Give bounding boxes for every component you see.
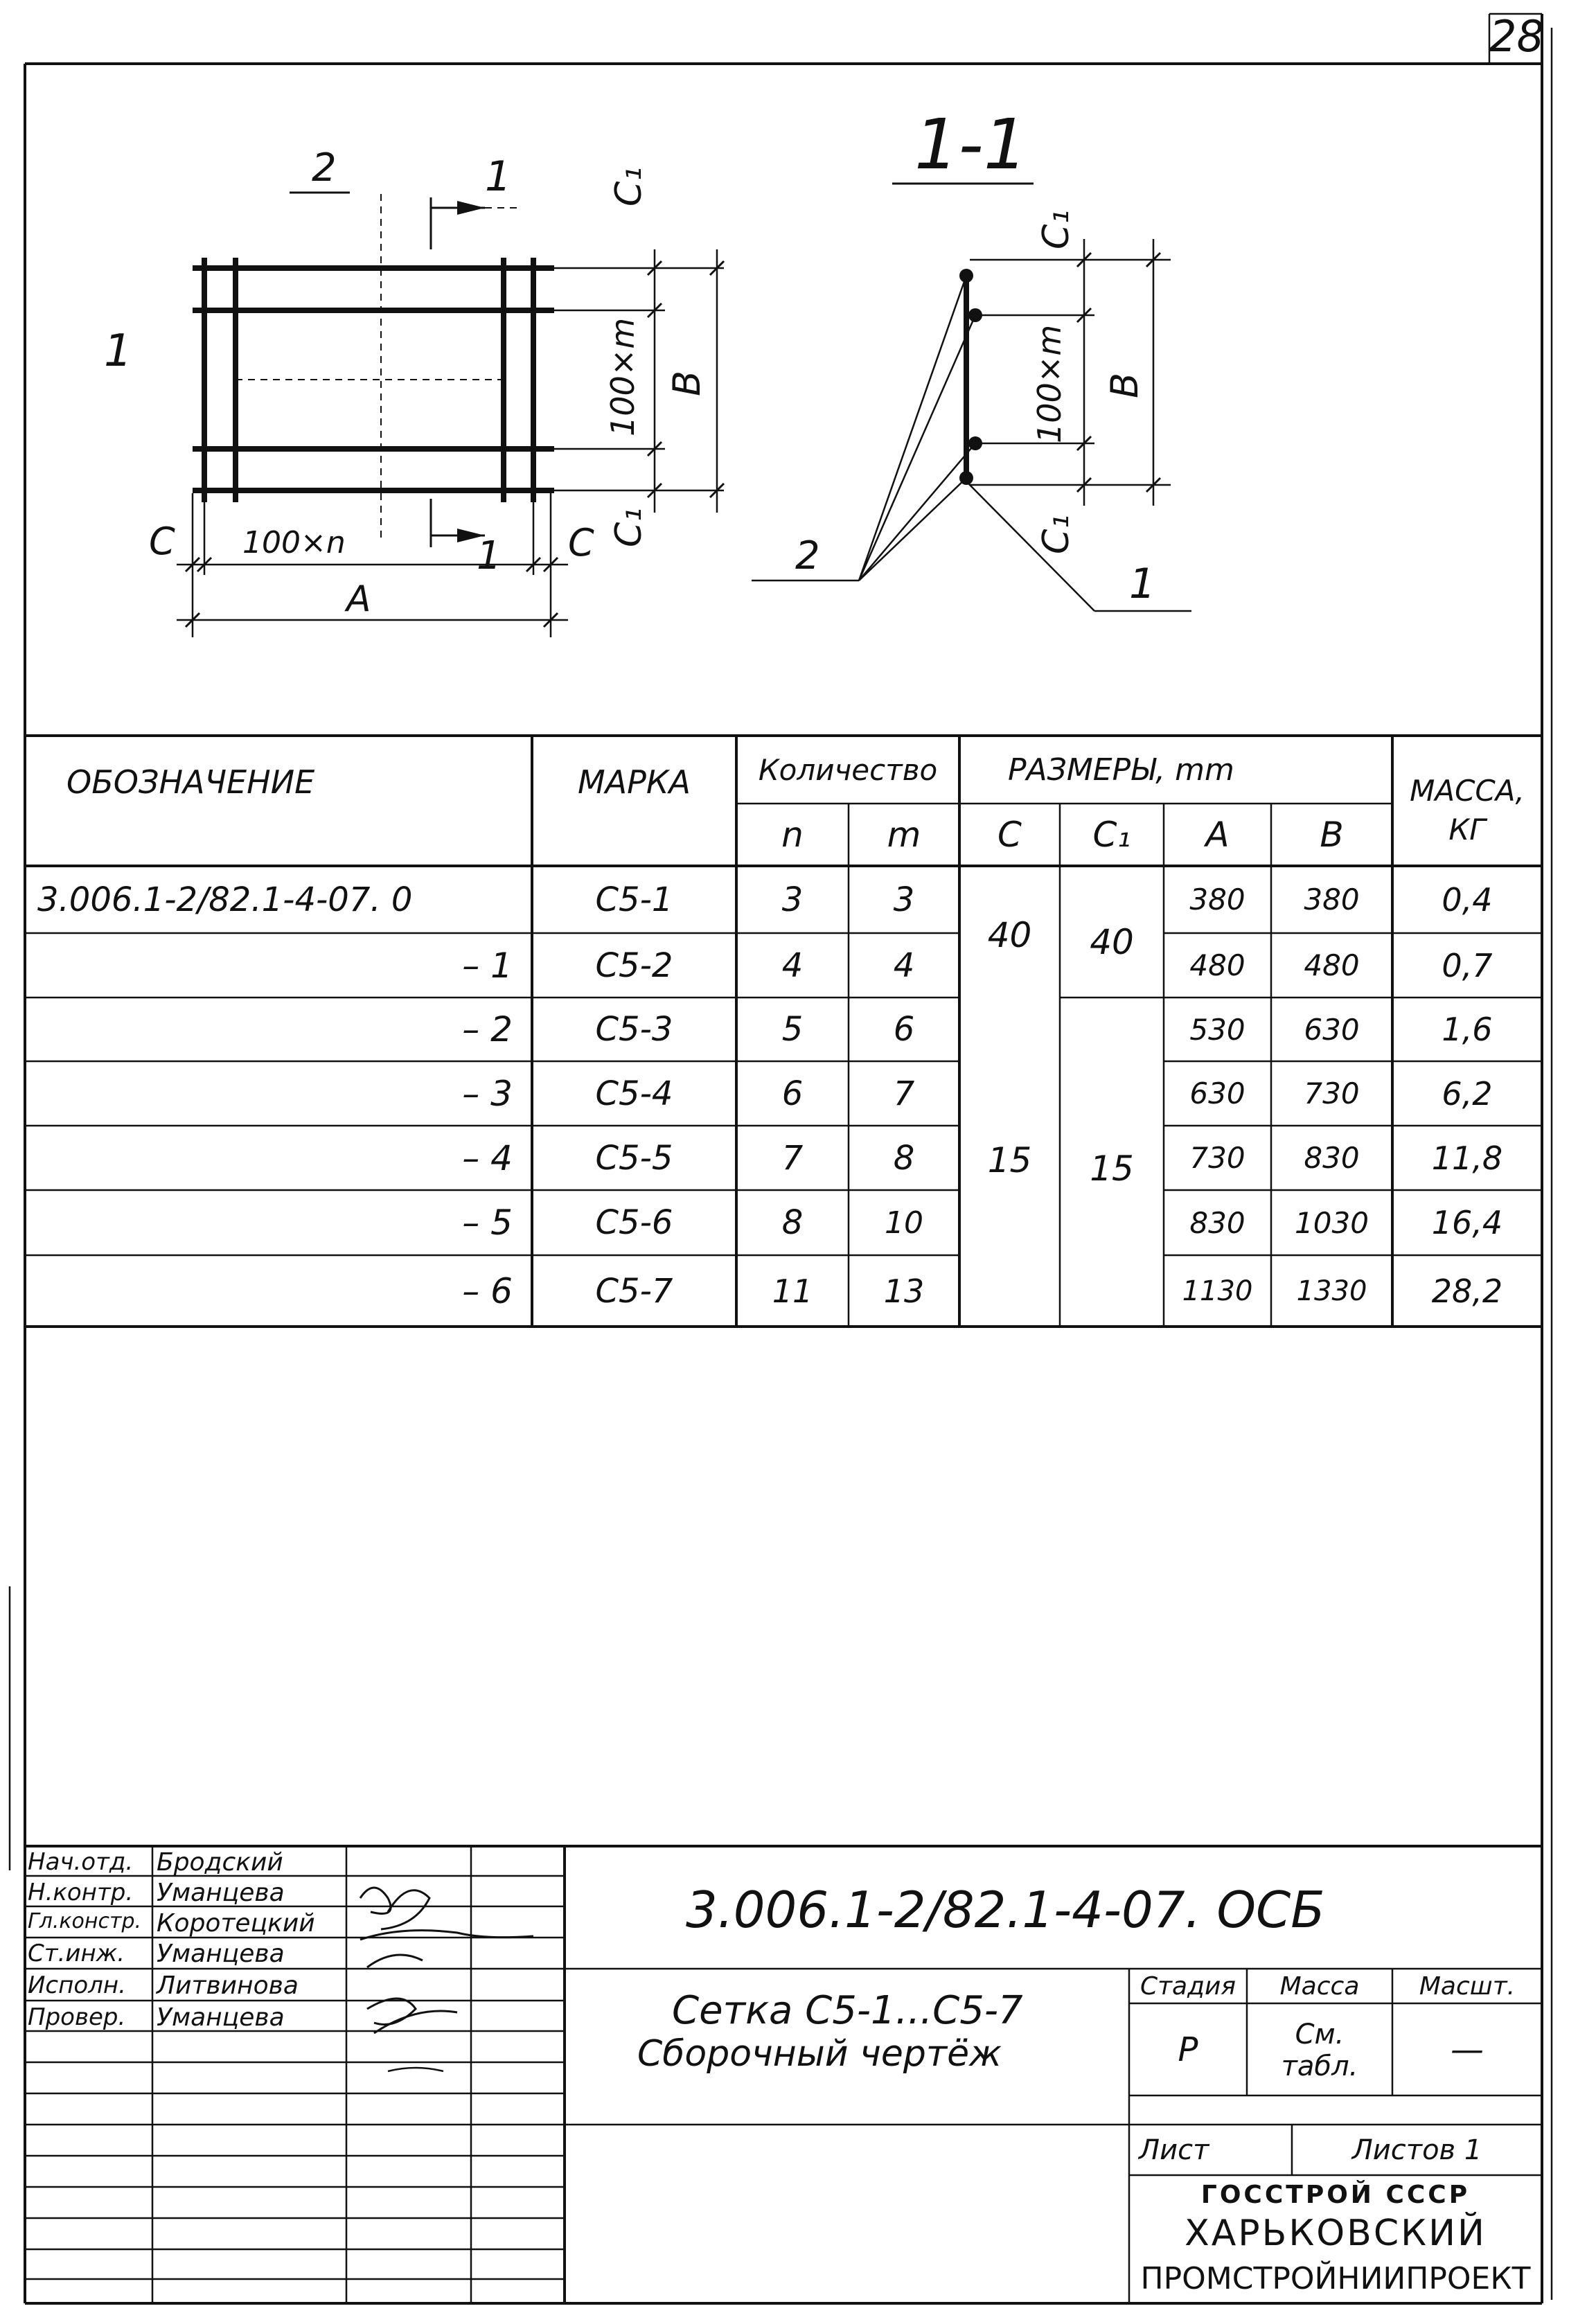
role-label: Гл.констр. (28, 1909, 142, 1933)
table-row-b: 1030 (1295, 1205, 1369, 1240)
table-row-a: 380 (1189, 883, 1245, 916)
person-name: Коротецкий (157, 1909, 315, 1938)
table-row-n: 8 (781, 1203, 804, 1242)
plan-mark-2: 2 (312, 145, 337, 190)
stage-label: Стадия (1140, 1971, 1236, 2001)
drawing-title-line2: Сборочный чертёж (637, 2033, 1002, 2075)
table-row-mark: C5-6 (595, 1203, 673, 1242)
role-label: Исполн. (28, 1971, 126, 1999)
merged-c1-group1: 40 (1090, 922, 1134, 962)
table-row-n: 11 (772, 1272, 813, 1310)
scale-value: — (1451, 2030, 1484, 2069)
plan-mark-1-bottom: 1 (477, 533, 502, 578)
plan-dim-c1-top: C₁ (608, 166, 650, 206)
table-row-mark: C5-3 (595, 1010, 673, 1049)
table-row-b: 830 (1304, 1141, 1360, 1175)
role-label: Нач.отд. (28, 1848, 134, 1876)
table-row-m: 7 (893, 1074, 915, 1113)
section-dim-m: 100×m (1031, 324, 1068, 443)
header-quantity: Количество (758, 752, 938, 787)
table-row-mass: 0,7 (1442, 946, 1493, 984)
table-row-m: 10 (885, 1205, 923, 1241)
table-row-mass: 16,4 (1431, 1204, 1503, 1241)
sheets-label: Листов 1 (1351, 2134, 1482, 2166)
plan-dim-a: A (346, 578, 371, 620)
table-row-b: 480 (1304, 948, 1360, 982)
merged-c-group2: 15 (987, 1140, 1032, 1180)
table-row-m: 4 (893, 946, 915, 985)
table-row-a: 530 (1189, 1012, 1245, 1047)
person-name: Уманцева (157, 2003, 285, 2032)
table-row-designation: – 3 (462, 1073, 513, 1114)
table-row-mass: 28,2 (1431, 1272, 1503, 1310)
section-title: 1-1 (914, 104, 1028, 185)
table-row-mark: C5-4 (595, 1074, 673, 1113)
table-row-designation: – 4 (462, 1137, 513, 1178)
plan-dim-c-right: C (568, 521, 594, 565)
table-row-n: 4 (781, 946, 804, 985)
plan-dim-c1-bottom: C₁ (608, 507, 650, 547)
merged-c-group1: 40 (987, 915, 1032, 955)
table-row-b: 630 (1304, 1012, 1360, 1047)
plan-dim-m: 100×m (604, 317, 641, 436)
sheet-label: Лист (1139, 2134, 1209, 2166)
table-row-mass: 6,2 (1442, 1074, 1493, 1113)
person-name: Уманцева (157, 1940, 285, 1968)
table-row-n: 7 (781, 1138, 804, 1178)
drawing-title-line1: Сетка С5-1...С5-7 (672, 1988, 1023, 2033)
header-b: B (1320, 815, 1344, 855)
table-row-designation: – 5 (462, 1203, 513, 1243)
table-row-mark: C5-2 (595, 946, 673, 985)
section-leader-1: 1 (1129, 560, 1156, 608)
person-name: Бродский (157, 1848, 283, 1877)
table-row-mark: C5-7 (595, 1271, 673, 1311)
role-label: Н.контр. (28, 1879, 134, 1906)
header-c1: C₁ (1092, 815, 1131, 855)
table-row-a: 1130 (1182, 1275, 1253, 1307)
org-line1: ГОССТРОЙ СССР (1200, 2180, 1471, 2209)
role-label: Провер. (28, 2003, 126, 2031)
header-mass: МАССА, КГ (1410, 774, 1525, 847)
person-name: Литвинова (157, 1971, 299, 2000)
header-designation: ОБОЗНАЧЕНИЕ (66, 763, 315, 801)
header-dimensions: РАЗМЕРЫ, mm (1008, 752, 1234, 788)
table-row-m: 6 (893, 1010, 915, 1049)
table-row-m: 8 (893, 1138, 915, 1178)
section-dim-b: B (1103, 372, 1146, 398)
document-code: 3.006.1-2/82.1-4-07. ОСБ (686, 1881, 1325, 1939)
table-row-a: 630 (1189, 1076, 1245, 1110)
table-row-n: 6 (781, 1074, 804, 1113)
merged-c1-group2: 15 (1090, 1149, 1134, 1189)
table-row-designation: – 1 (462, 945, 513, 986)
plan-view (177, 193, 724, 637)
table-row-m: 13 (883, 1272, 925, 1310)
sheet-number: 28 (1489, 11, 1544, 62)
header-m: m (887, 815, 921, 855)
table-row-designation: 3.006.1-2/82.1-4-07. 0 (37, 880, 413, 919)
role-label: Ст.инж. (28, 1940, 125, 1967)
table-row-b: 380 (1304, 883, 1360, 916)
stage-value: Р (1178, 2030, 1198, 2069)
header-n: n (781, 815, 804, 855)
plan-dim-n: 100×n (242, 525, 346, 560)
table-row-n: 3 (781, 880, 804, 919)
table-row-mass: 1,6 (1442, 1011, 1493, 1048)
plan-dim-c-left: C (149, 520, 175, 563)
table-row-a: 830 (1189, 1205, 1245, 1240)
header-c: C (998, 815, 1022, 855)
mass-label: Масса (1279, 1971, 1360, 2001)
section-dim-c1-top: C₁ (1036, 209, 1077, 249)
table-row-b: 730 (1304, 1076, 1360, 1110)
person-name: Уманцева (157, 1879, 285, 1907)
mass-value: См. табл. (1281, 2019, 1358, 2082)
org-line3: ПРОМСТРОЙНИИПРОЕКТ (1140, 2260, 1531, 2296)
table-row-m: 3 (893, 880, 915, 919)
plan-mark-1-top: 1 (485, 152, 512, 201)
table-row-b: 1330 (1296, 1275, 1367, 1307)
table-row-mark: C5-1 (595, 880, 673, 919)
scale-label: Масшт. (1419, 1971, 1516, 2001)
plan-dim-b: B (665, 370, 709, 396)
header-a: A (1205, 815, 1230, 855)
table-row-a: 480 (1189, 948, 1245, 982)
org-line2: ХАРЬКОВСКИЙ (1185, 2213, 1487, 2254)
plan-mark-left: 1 (104, 326, 132, 377)
table-row-designation: – 6 (462, 1270, 513, 1311)
table-row-designation: – 2 (462, 1009, 513, 1049)
table-row-n: 5 (781, 1010, 804, 1049)
table-row-mark: C5-5 (595, 1138, 673, 1178)
table-row-mass: 0,4 (1442, 880, 1493, 919)
table-row-a: 730 (1189, 1141, 1245, 1175)
table-row-mass: 11,8 (1431, 1139, 1503, 1177)
header-mark: МАРКА (577, 763, 691, 801)
section-leader-2: 2 (795, 533, 820, 578)
section-dim-c1-bottom: C₁ (1036, 514, 1077, 554)
